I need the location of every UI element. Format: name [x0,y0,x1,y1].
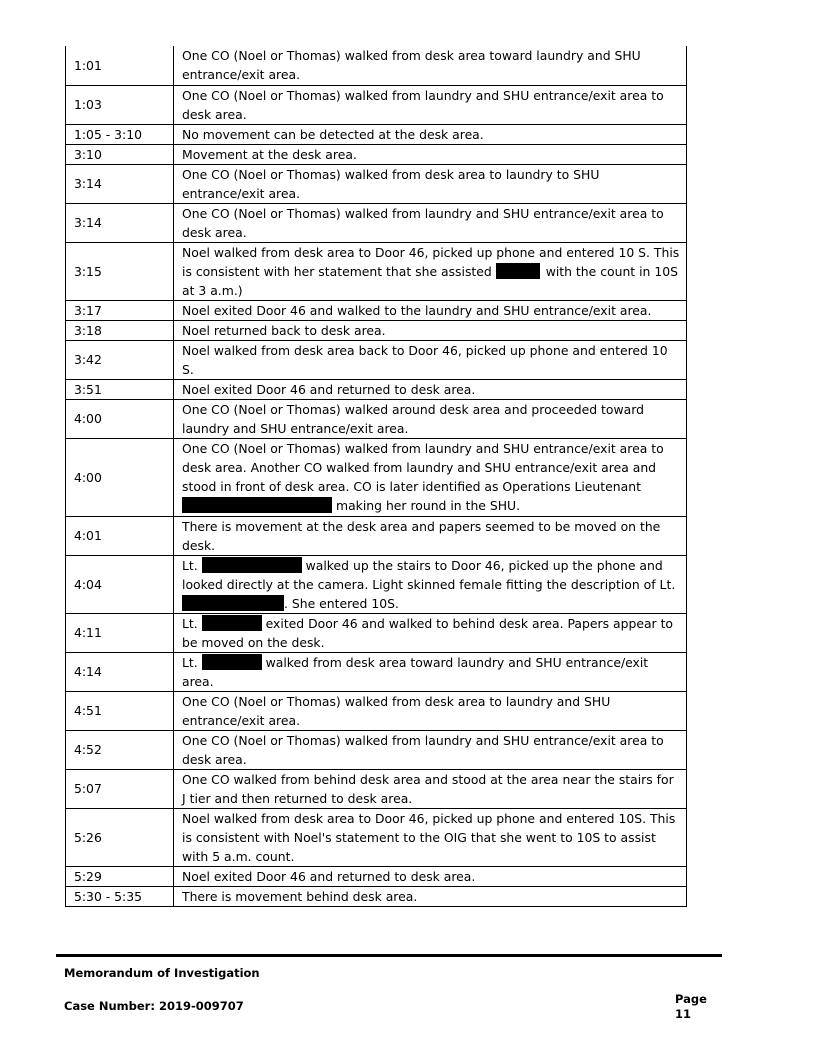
time-cell: 4:14 [66,652,174,691]
time-cell: 3:17 [66,300,174,320]
table-row [66,399,687,438]
redaction-box [202,615,262,631]
surveillance-log-table [65,46,687,907]
table-row [66,691,687,730]
page-number-block [675,992,715,1022]
table-row [66,652,687,691]
table-row [66,340,687,379]
table-row [66,769,687,808]
time-cell: 4:52 [66,730,174,769]
time-cell: 3:18 [66,320,174,340]
time-cell: 3:10 [66,144,174,164]
event-cell: Lt. walked up the stairs to Door 46, picked up the phone and looked directly at the camera. Light skinned female fitting the description of Lt. . She entered 10S. [174,555,687,613]
event-cell: Lt. exited Door 46 and walked to behind desk area. Papers appear to be moved on the desk. [174,613,687,652]
event-cell: One CO (Noel or Thomas) walked from laundry and SHU entrance/exit area to desk area. [174,730,687,769]
event-cell: One CO (Noel or Thomas) walked from laundry and SHU entrance/exit area to desk area. [174,85,687,124]
time-cell: 1:05 - 3:10 [66,124,174,144]
table-row [66,124,687,144]
time-cell: 4:01 [66,516,174,555]
event-cell: One CO (Noel or Thomas) walked from desk area to laundry and SHU entrance/exit area. [174,691,687,730]
event-cell: There is movement behind desk area. [174,886,687,906]
time-cell: 5:26 [66,808,174,866]
time-cell: 5:07 [66,769,174,808]
time-cell: 3:14 [66,203,174,242]
time-cell: 4:00 [66,399,174,438]
time-cell: 4:11 [66,613,174,652]
time-cell: 4:51 [66,691,174,730]
table-row [66,242,687,300]
event-cell: Noel exited Door 46 and walked to the laundry and SHU entrance/exit area. [174,300,687,320]
case-number: Case Number: 2019-009707 [64,999,244,1013]
redaction-box [182,595,284,611]
event-cell: Noel walked from desk area back to Door 46, picked up phone and entered 10 S. [174,340,687,379]
footer-divider [56,954,722,957]
time-cell: 3:51 [66,379,174,399]
table-row [66,613,687,652]
table-row [66,300,687,320]
table-row [66,46,687,85]
event-cell: One CO (Noel or Thomas) walked from desk area toward laundry and SHU entrance/exit area. [174,46,687,85]
event-cell: Noel returned back to desk area. [174,320,687,340]
event-cell: Noel walked from desk area to Door 46, picked up phone and entered 10 S. This is consistent with her statement that she assisted with the count in 10S at 3 a.m.) [174,242,687,300]
table-row [66,203,687,242]
time-cell: 4:04 [66,555,174,613]
time-cell: 5:30 - 5:35 [66,886,174,906]
time-cell: 1:01 [66,46,174,85]
time-cell: 4:00 [66,438,174,516]
event-cell: One CO (Noel or Thomas) walked from laundry and SHU entrance/exit area to desk area. Another CO walked from laundry and SHU entrance/exit area and stood in front of desk area. CO is later identified as Operations Lieutenant making her round in the SHU. [174,438,687,516]
time-cell: 3:42 [66,340,174,379]
event-cell: Lt. walked from desk area toward laundry and SHU entrance/exit area. [174,652,687,691]
event-cell: There is movement at the desk area and papers seemed to be moved on the desk. [174,516,687,555]
table-row [66,379,687,399]
redaction-box [182,497,332,513]
table-row [66,144,687,164]
event-cell: Movement at the desk area. [174,144,687,164]
event-cell: One CO (Noel or Thomas) walked around desk area and proceeded toward laundry and SHU entrance/exit area. [174,399,687,438]
event-cell: One CO (Noel or Thomas) walked from desk area to laundry to SHU entrance/exit area. [174,164,687,203]
table-row [66,808,687,866]
redaction-box [202,654,262,670]
table-row [66,886,687,906]
page-label: Page [675,992,707,1006]
table-row [66,516,687,555]
redaction-box [202,557,302,573]
event-cell: One CO (Noel or Thomas) walked from laundry and SHU entrance/exit area to desk area. [174,203,687,242]
time-cell: 1:03 [66,85,174,124]
table-row [66,866,687,886]
time-cell: 5:29 [66,866,174,886]
table-row [66,438,687,516]
time-cell: 3:15 [66,242,174,300]
event-cell: Noel exited Door 46 and returned to desk area. [174,379,687,399]
table-row [66,85,687,124]
event-cell: Noel walked from desk area to Door 46, picked up phone and entered 10S. This is consistent with Noel's statement to the OIG that she went to 10S to assist with 5 a.m. count. [174,808,687,866]
page-number: 11 [675,1007,692,1021]
table-row [66,730,687,769]
event-cell: No movement can be detected at the desk area. [174,124,687,144]
table-row [66,164,687,203]
time-cell: 3:14 [66,164,174,203]
event-cell: Noel exited Door 46 and returned to desk area. [174,866,687,886]
table-row [66,320,687,340]
event-cell: One CO walked from behind desk area and stood at the area near the stairs for J tier and then returned to desk area. [174,769,687,808]
table-row [66,555,687,613]
redaction-box [496,263,540,279]
memo-title: Memorandum of Investigation [64,966,260,980]
